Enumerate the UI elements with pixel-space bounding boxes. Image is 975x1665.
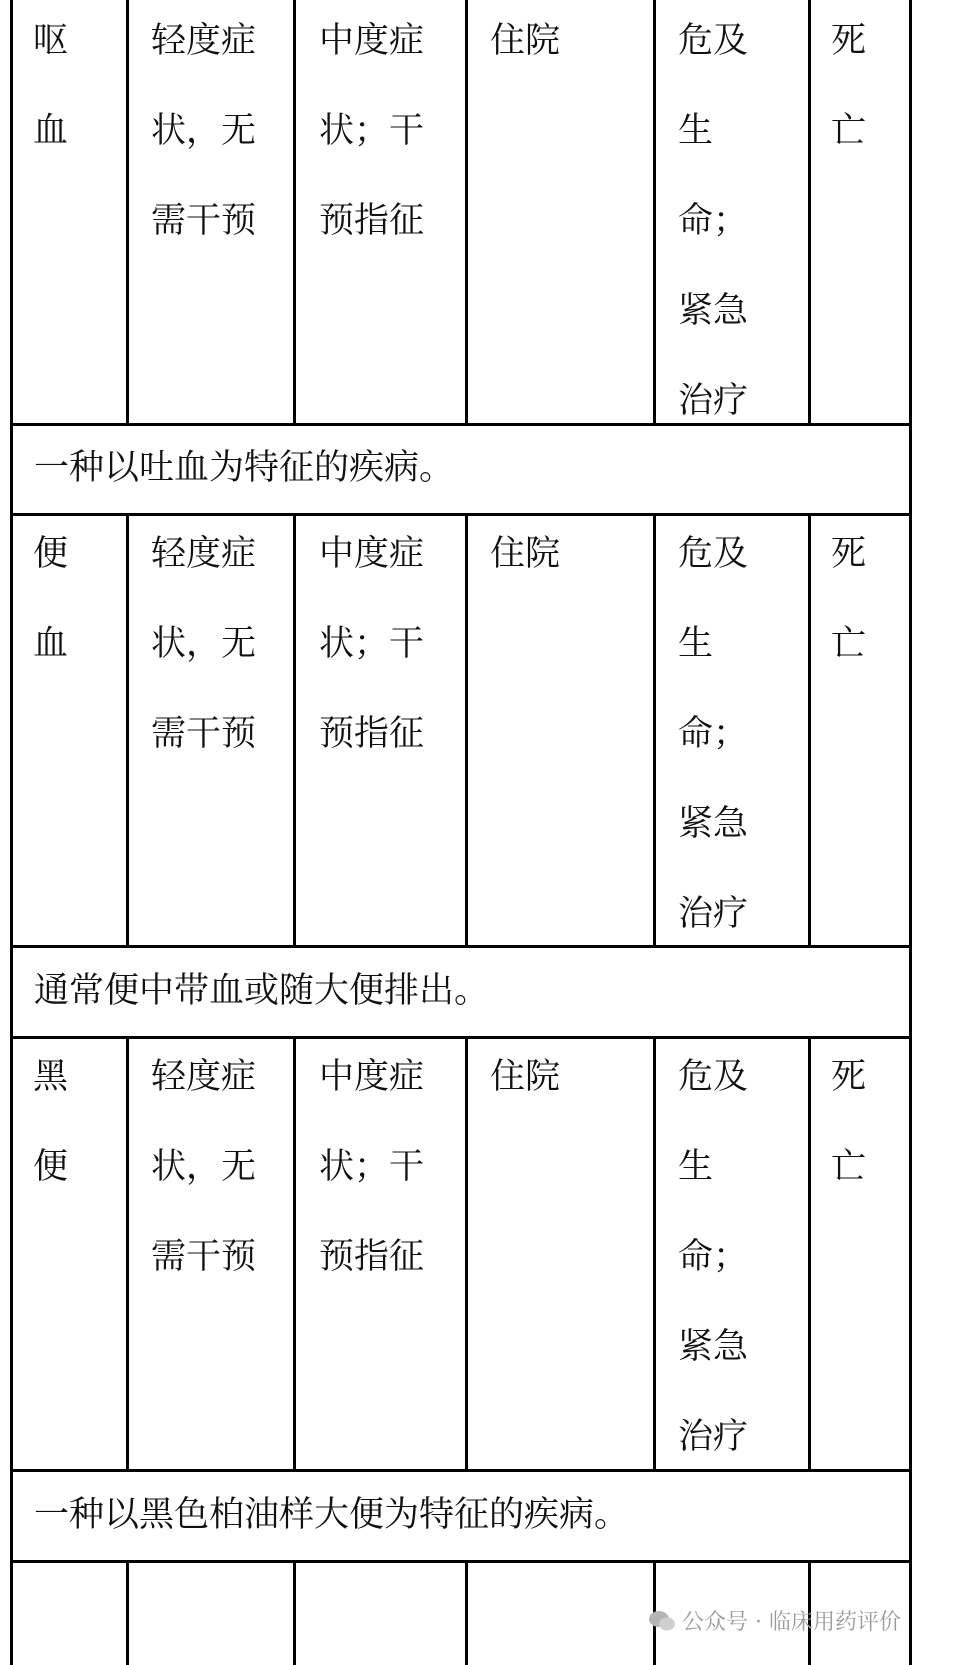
cell-text-line: 生 (678, 1147, 714, 1187)
cell-text-line: 死 (831, 1057, 867, 1097)
text-part: ； (713, 201, 749, 241)
cell-text-line: 状，无 (151, 624, 257, 664)
column-divider (465, 1036, 468, 1469)
cell-text-line: 亡 (831, 624, 867, 664)
cell-text-line (678, 266, 788, 356)
column-divider (465, 1560, 468, 1665)
column-divider (465, 513, 468, 945)
cell-text-line: 黑 (33, 1057, 69, 1097)
column-divider (808, 0, 811, 423)
table-cell-grade1 (151, 1032, 256, 1302)
cell-text-line: 需干预 (151, 201, 257, 241)
cell-text-line: 死 (831, 21, 867, 61)
column-divider (653, 1036, 656, 1469)
table-cell-grade3 (490, 509, 560, 599)
column-divider (808, 1036, 811, 1469)
cell-text-line: 状，无 (151, 1147, 257, 1187)
table-cell-grade1 (151, 509, 256, 779)
cell-text-line: 亡 (831, 111, 867, 151)
cell-text-line: 治疗 (678, 1417, 749, 1457)
column-divider (126, 513, 129, 945)
cell-text-line: 状；干 (319, 1147, 425, 1187)
cell-text-line (678, 1212, 788, 1302)
cell-text-line: 血 (33, 624, 69, 664)
text-part: 急 (713, 1327, 749, 1367)
watermark (648, 1605, 901, 1636)
description-text: 通常便中带血或随大便排出。 (34, 970, 490, 1011)
cell-text-line: 治疗 (678, 894, 749, 934)
table-cell-grade4 (678, 1032, 788, 1482)
justified-text (678, 0, 788, 86)
cell-text-line (678, 509, 788, 599)
description-text: 一种以吐血为特征的疾病。 (34, 448, 455, 488)
column-divider (293, 1036, 296, 1469)
cell-text-line: 轻度症 (151, 534, 257, 574)
cell-text-line: 治疗 (678, 381, 749, 421)
cell-text-line: 生 (678, 111, 714, 151)
cell-text-line: 便 (33, 1147, 69, 1187)
column-divider (126, 1560, 129, 1665)
text-part: 命 (678, 201, 714, 241)
table-cell-grade5 (831, 1032, 866, 1212)
cell-text-line (678, 1302, 788, 1392)
cell-text-line: 中度症 (319, 21, 425, 61)
cell-text-line: 亡 (831, 1147, 867, 1187)
text-part: 及 (713, 1057, 749, 1097)
table-cell-name (33, 509, 68, 689)
table-border-left (10, 0, 13, 1665)
text-part: 急 (713, 804, 749, 844)
cell-text-line: 状，无 (151, 111, 257, 151)
column-divider (126, 0, 129, 423)
cell-text-line (678, 0, 788, 86)
cell-text-line: 预指征 (319, 714, 425, 754)
table-cell-grade5 (831, 509, 866, 689)
cell-text-line: 便 (33, 534, 69, 574)
table-cell-grade3 (490, 0, 560, 86)
justified-text (678, 1212, 788, 1302)
text-part: 及 (713, 534, 749, 574)
column-divider (126, 1036, 129, 1469)
cell-text-line: 住院 (490, 21, 561, 61)
cell-text-line: 中度症 (319, 1057, 425, 1097)
table-cell-grade3 (490, 1032, 560, 1122)
text-part: 紧 (678, 804, 714, 844)
watermark-text: 公众号 · 临床用药评价 (682, 1610, 901, 1635)
table-cell-name (33, 0, 68, 176)
column-divider (653, 513, 656, 945)
table-cell-grade2 (319, 1032, 424, 1302)
wechat-icon (648, 1610, 676, 1632)
cell-text-line: 需干预 (151, 714, 257, 754)
cell-text-line: 状；干 (319, 111, 425, 151)
column-divider (293, 513, 296, 945)
text-part: 命 (678, 714, 714, 754)
cell-text-line: 血 (33, 111, 69, 151)
cell-text-line (678, 689, 788, 779)
column-divider (653, 0, 656, 423)
cell-text-line: 需干预 (151, 1237, 257, 1277)
table-cell-grade2 (319, 509, 424, 779)
text-part: 危 (678, 534, 714, 574)
cell-text-line (678, 779, 788, 869)
column-divider (293, 0, 296, 423)
cell-text-line: 生 (678, 624, 714, 664)
cell-text-line: 住院 (490, 534, 561, 574)
text-part: 紧 (678, 291, 714, 331)
cell-text-line: 住院 (490, 1057, 561, 1097)
justified-text (678, 779, 788, 869)
table-cell-grade5 (831, 0, 866, 176)
text-part: 紧 (678, 1327, 714, 1367)
cell-text-line: 预指征 (319, 201, 425, 241)
column-divider (808, 513, 811, 945)
table-cell-grade4 (678, 0, 788, 446)
justified-text (678, 689, 788, 779)
justified-text (678, 509, 788, 599)
column-divider (465, 0, 468, 423)
text-part: 危 (678, 21, 714, 61)
justified-text (678, 176, 788, 266)
description-text: 一种以黑色柏油样大便为特征的疾病。 (34, 1494, 630, 1535)
justified-text (678, 1032, 788, 1122)
text-part: 危 (678, 1057, 714, 1097)
cell-text-line: 状；干 (319, 624, 425, 664)
cell-text-line: 中度症 (319, 534, 425, 574)
table-cell-grade1 (151, 0, 256, 266)
cell-text-line: 轻度症 (151, 21, 257, 61)
justified-text (678, 266, 788, 356)
table-cell-name (33, 1032, 68, 1212)
cell-text-line: 轻度症 (151, 1057, 257, 1097)
cell-text-line (678, 1032, 788, 1122)
text-part: ； (713, 1237, 749, 1277)
table-cell-grade4 (678, 509, 788, 959)
justified-text (678, 1302, 788, 1392)
table-border-right (909, 0, 912, 1665)
text-part: ； (713, 714, 749, 754)
cell-text-line: 死 (831, 534, 867, 574)
text-part: 及 (713, 21, 749, 61)
column-divider (293, 1560, 296, 1665)
cell-text-line: 预指征 (319, 1237, 425, 1277)
table-cell-grade2 (319, 0, 424, 266)
cell-text-line (678, 176, 788, 266)
text-part: 急 (713, 291, 749, 331)
text-part: 命 (678, 1237, 714, 1277)
cell-text-line: 呕 (33, 21, 69, 61)
row-divider (10, 1560, 912, 1563)
